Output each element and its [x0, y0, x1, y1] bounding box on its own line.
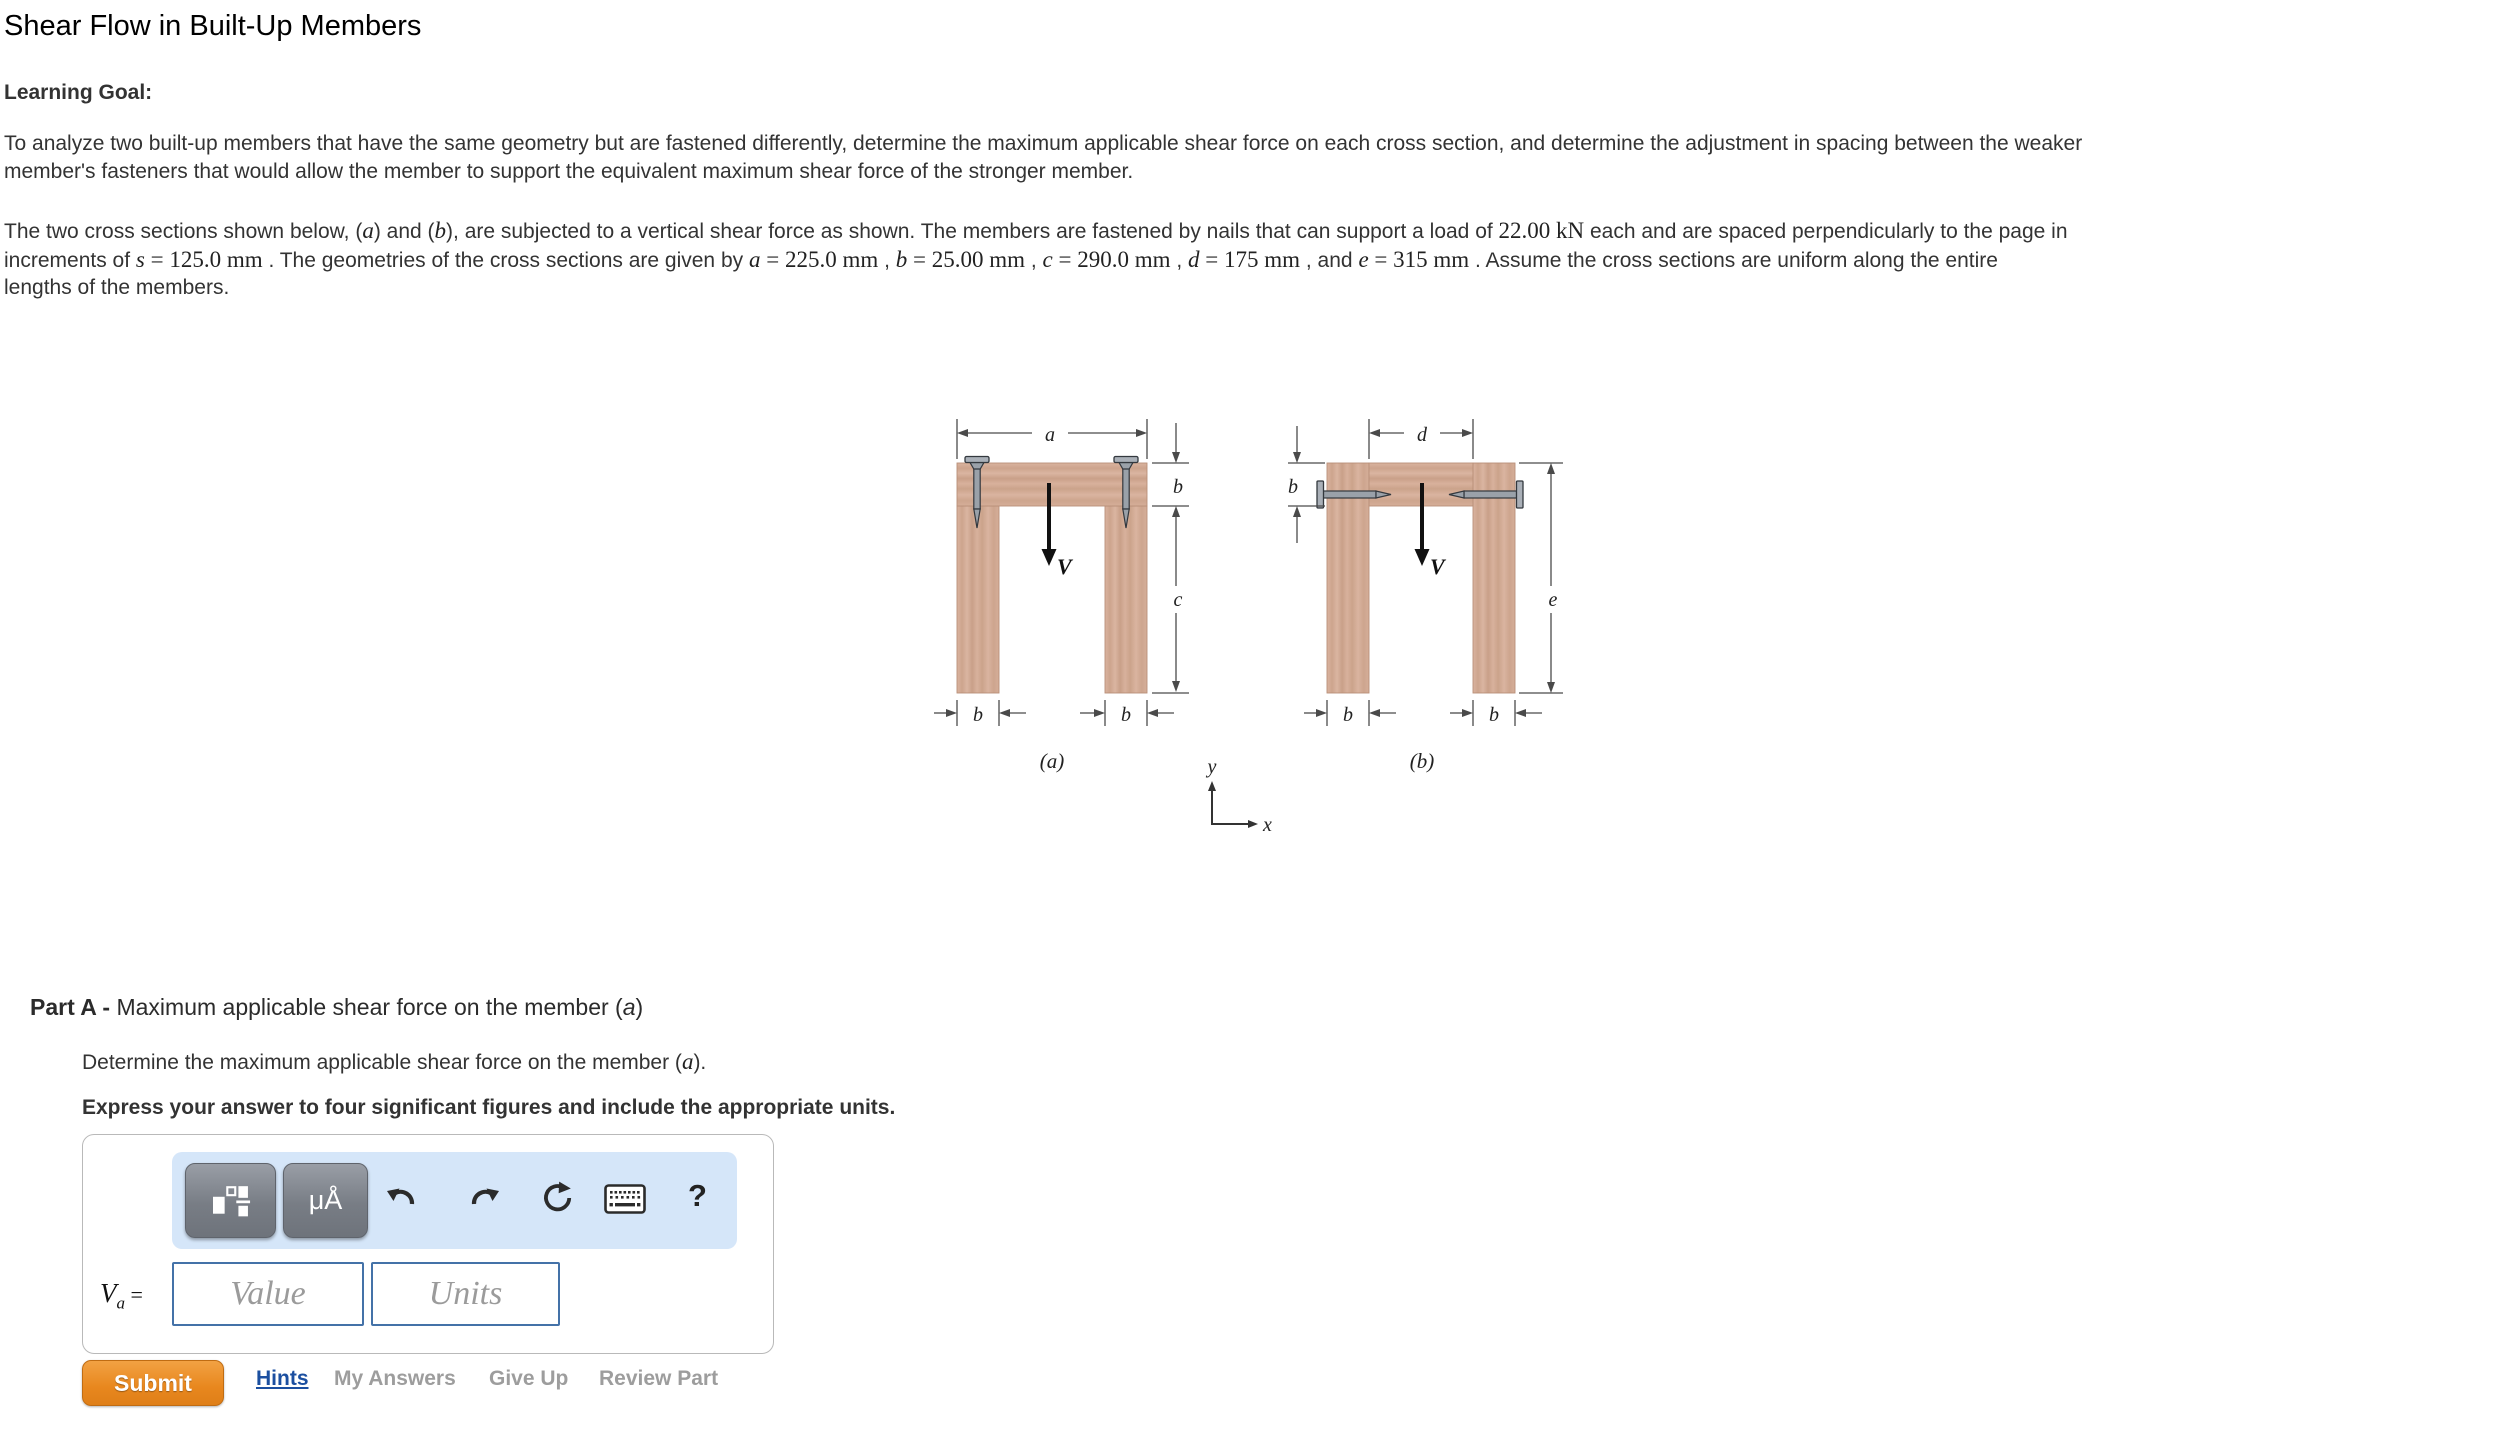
svg-text:a: a	[1045, 424, 1055, 446]
units-button-label: μÅ	[308, 1185, 343, 1215]
equation-toolbar	[172, 1152, 737, 1249]
svg-text:b: b	[1121, 704, 1131, 726]
equation-templates-button[interactable]	[185, 1163, 276, 1238]
axis-y-label: y	[1207, 756, 1217, 778]
my-answers-link[interactable]: My Answers	[334, 1367, 456, 1390]
svg-text:b: b	[1489, 704, 1499, 726]
dimension-e	[1519, 463, 1563, 693]
dimension-b-legs-b	[1304, 700, 1542, 726]
svg-text:b: b	[973, 704, 983, 726]
value-input[interactable]	[172, 1262, 364, 1326]
intro-paragraph-1: To analyze two built-up members that have the same geometry but are fastened differently, determine the maximum applicable shear force on each cross section, and determine the adjustment in spacing between the weaker member's fasteners that would allow the member to support the equivalent maximum shear force of the stronger member.	[4, 132, 2083, 183]
dimension-d	[1369, 419, 1473, 459]
intro-paragraph-2: The two cross sections shown below, (a) and (b), are subjected to a vertical shear force as shown. The members are fastened by nails that can support a load of 22.00 kN each and are spaced perpendicularly to the page in increments of s = 125.0 mm . The geometries of the cross sections are given by a = 225.0 mm , b = 25.00 mm , c = 290.0 mm , d = 175 mm , and e = 315 mm . Assume the cross sections are uniform along the entire lengths of the members.	[4, 218, 2068, 299]
equation-templates-icon	[208, 1183, 254, 1219]
variable-sub-a: a	[116, 1293, 125, 1313]
cross-sections-svg	[928, 405, 1628, 885]
reset-icon[interactable]	[538, 1180, 574, 1216]
dimension-b-flange-a	[1152, 423, 1189, 506]
svg-text:b: b	[1173, 476, 1183, 498]
equals-sign: =	[125, 1282, 143, 1307]
coordinate-axes	[1206, 756, 1272, 836]
svg-text:b: b	[1288, 476, 1298, 498]
member-a-wood	[957, 463, 1147, 693]
svg-text:V: V	[1430, 554, 1445, 579]
redo-icon[interactable]	[467, 1181, 501, 1215]
axis-x-label: x	[1263, 814, 1272, 836]
cross-sections-figure	[928, 405, 1628, 885]
dimension-c	[1152, 506, 1189, 693]
dimension-a	[957, 419, 1147, 459]
caption-b: (b)	[1409, 749, 1435, 773]
undo-icon[interactable]	[385, 1181, 419, 1215]
learning-goal-label: Learning Goal:	[4, 81, 153, 104]
units-button[interactable]	[283, 1163, 368, 1238]
hints-link[interactable]: Hints	[256, 1367, 309, 1390]
variable-v: V	[100, 1278, 117, 1308]
part-a-heading: Part A - Maximum applicable shear force on the member (a)	[30, 994, 644, 1020]
review-part-link[interactable]: Review Part	[599, 1367, 719, 1390]
svg-text:d: d	[1417, 424, 1427, 446]
submit-button[interactable]	[82, 1360, 224, 1406]
svg-text:c: c	[1173, 589, 1183, 611]
give-up-link[interactable]: Give Up	[489, 1367, 569, 1390]
svg-text:b: b	[1343, 704, 1353, 726]
help-icon[interactable]: ?	[688, 1178, 707, 1213]
units-input[interactable]	[371, 1262, 560, 1326]
answer-variable-label	[100, 1278, 143, 1313]
submit-button-label: Submit	[114, 1369, 192, 1396]
part-a-instruction: Determine the maximum applicable shear force on the member (a).	[82, 1049, 707, 1074]
dimension-b-legs-a	[934, 700, 1174, 726]
page-title: Shear Flow in Built-Up Members	[4, 10, 422, 42]
caption-a: (a)	[1039, 749, 1065, 773]
svg-text:V: V	[1057, 554, 1072, 579]
svg-text:e: e	[1548, 589, 1558, 611]
keyboard-icon[interactable]	[604, 1184, 646, 1214]
part-a-express-note: Express your answer to four significant figures and include the appropriate units.	[82, 1096, 896, 1119]
